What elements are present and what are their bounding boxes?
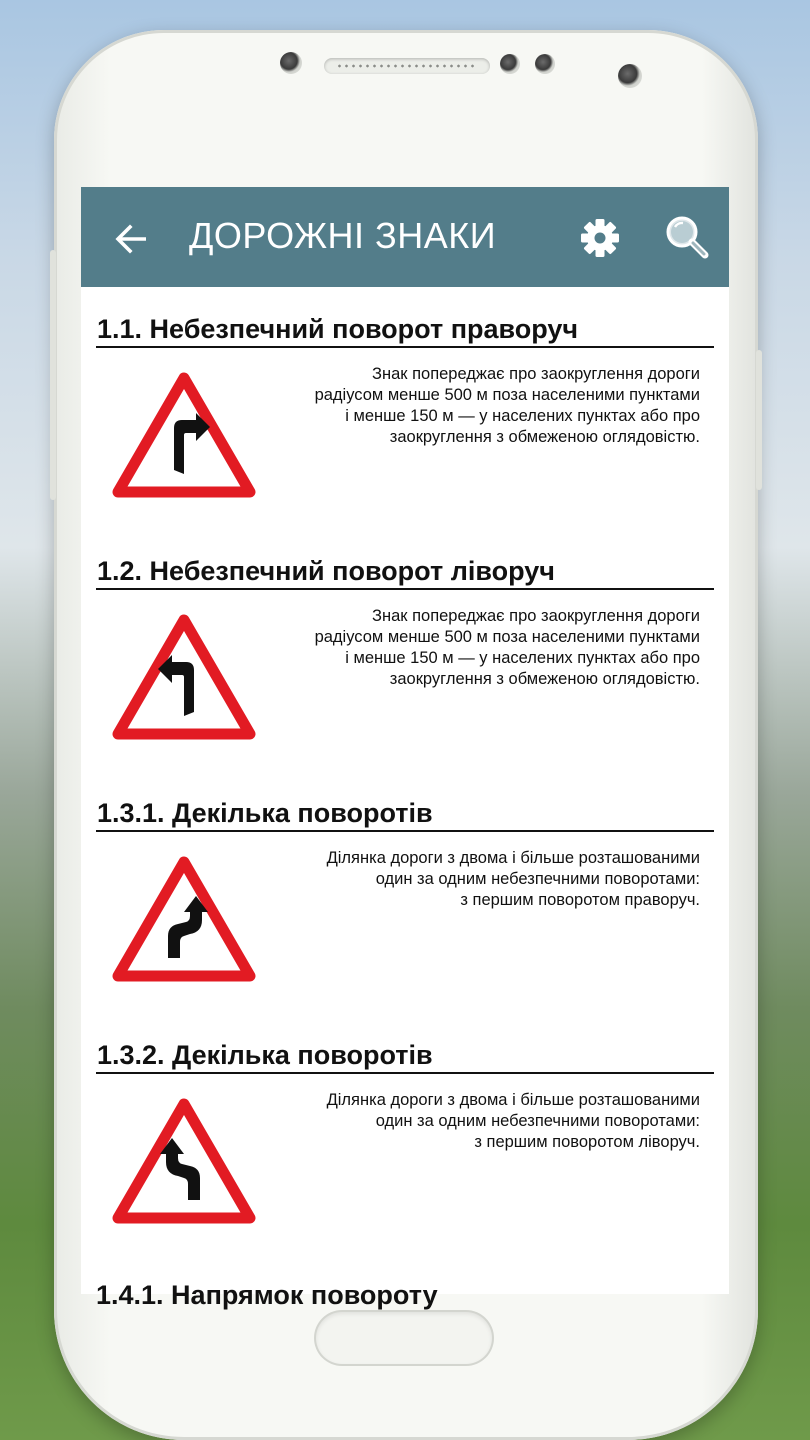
next-sign-title-partial: 1.4.1. Напрямок повороту: [96, 1280, 438, 1310]
sign-title: 1.3.2. Декілька поворотів: [96, 1038, 714, 1074]
arrow-left-icon: [114, 224, 148, 254]
sign-item[interactable]: [96, 312, 714, 446]
app-screen: [81, 187, 729, 1310]
sign-item[interactable]: [96, 796, 714, 909]
sign-item[interactable]: [96, 554, 714, 688]
proximity-sensor: [500, 54, 520, 74]
volume-button: [50, 250, 56, 500]
sign-item[interactable]: [96, 1038, 714, 1151]
sign-description: Знак попереджає про заокруглення дороги радіусом менше 500 м поза населеними пунктами і менше 150 м — у населених пунктах або про заокруглення з обмеженою оглядовістю.: [314, 365, 700, 446]
power-button: [756, 350, 762, 490]
sign-title: 1.1. Небезпечний поворот праворуч: [96, 312, 714, 348]
front-sensor: [280, 52, 302, 74]
sign-description: Знак попереджає про заокруглення дороги радіусом менше 500 м поза населеними пунктами і менше 150 м — у населених пунктах або про заокруглення з обмеженою оглядовістю.: [314, 607, 700, 688]
sign-title: 1.3.1. Декілька поворотів: [96, 796, 714, 832]
settings-button[interactable]: [577, 215, 623, 261]
curve-right-warning-sign-icon: [112, 370, 256, 500]
home-button[interactable]: [316, 1312, 492, 1364]
earpiece-speaker: [324, 58, 490, 74]
double-curve-right-warning-sign-icon: [112, 854, 256, 984]
sign-description: Ділянка дороги з двома і більше розташованими один за одним небезпечними поворотами: з першим поворотом ліворуч.: [326, 1091, 700, 1151]
front-camera: [618, 64, 642, 88]
gear-icon: [577, 215, 623, 261]
sign-description: Ділянка дороги з двома і більше розташованими один за одним небезпечними поворотами: з першим поворотом праворуч.: [326, 849, 700, 909]
search-button[interactable]: [663, 213, 711, 261]
light-sensor: [535, 54, 555, 74]
sign-title: 1.2. Небезпечний поворот ліворуч: [96, 554, 714, 590]
page-title: ДОРОЖНІ ЗНАКИ: [189, 215, 497, 256]
curve-left-warning-sign-icon: [112, 612, 256, 742]
back-button[interactable]: [109, 217, 153, 261]
double-curve-left-warning-sign-icon: [112, 1096, 256, 1226]
magnifier-icon: [663, 213, 711, 261]
app-bar: [81, 187, 729, 287]
